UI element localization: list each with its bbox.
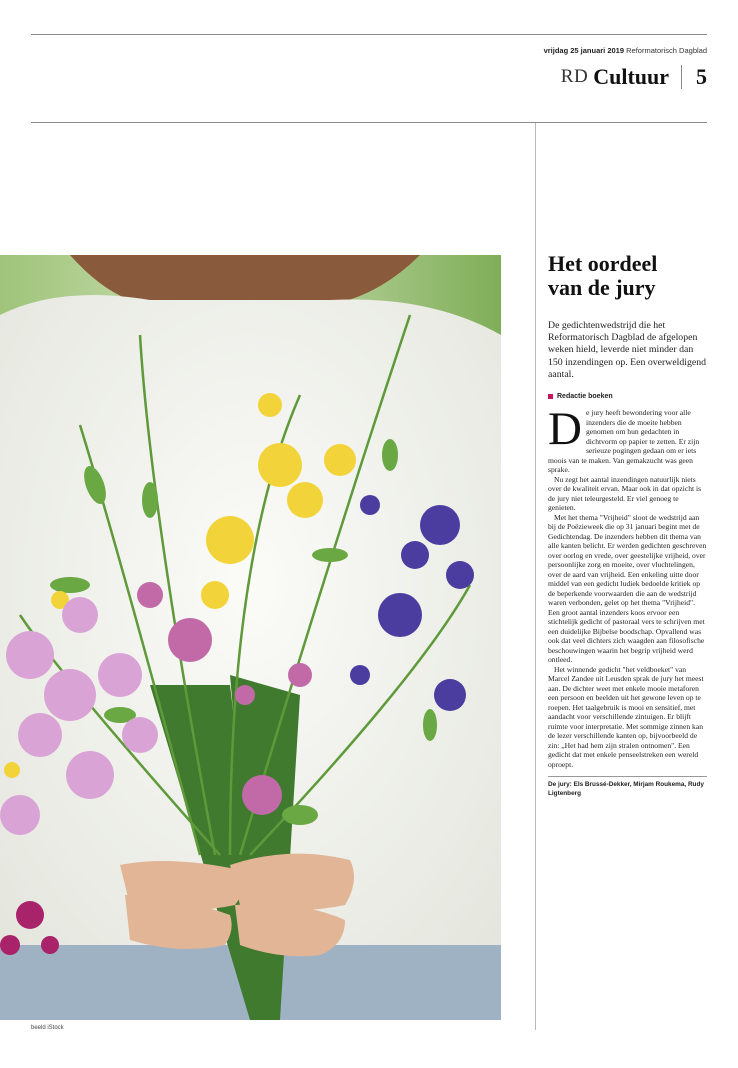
intro-text: De gedichtenwedstrijd die het Reformatorisch Dagblad de afgelopen weken hield, leverde niet minder dan 150 inzendingen op. Een overweldigend aantal. xyxy=(548,320,707,380)
page-number: 5 xyxy=(696,64,707,89)
paper-name: Reformatorisch Dagblad xyxy=(626,46,707,55)
paragraph-1-text: e jury heeft bewondering voor alle inzenders die de moeite hebben genomen om hun gedachten in dichtvorm op papier te zetten. Er zijn serieuze pogingen gedaan om er iets moois van te maken. Van gemakzucht was geen sprake. xyxy=(548,408,700,475)
paragraph-4: Het winnende gedicht "het veldboeket" van Marcel Zandee uit Leusden sprak de jury het meest aan. De dichter weet met enkele mooie metaforen een persoon en beelden uit het gewone leven op te roepen. Het taalgebruik is mooi en sensitief, met aandacht voor verschillende zintuigen. Er blijft ruimte voor interpretatie. Met sommige zinnen kan de lezer verschillende kanten op, bijvoorbeeld de zin: „Het had hem zijn stralen ontnomen". Een gedicht dat met enkele penseelstreken een wereld oproept. xyxy=(548,664,704,769)
brand-logo: RD xyxy=(560,66,589,87)
bouquet-photo xyxy=(0,255,501,1020)
paragraph-1 xyxy=(548,403,707,475)
headline xyxy=(548,252,707,300)
issue-date: vrijdag 25 januari 2019 xyxy=(543,46,625,55)
drop-cap: D xyxy=(548,403,582,456)
article xyxy=(548,252,707,798)
masthead xyxy=(544,46,707,55)
section-header xyxy=(561,62,707,92)
top-rule xyxy=(31,34,707,35)
paragraph-3: Met het thema "Vrijheid" sloot de wedstrijd aan bij de Poëzieweek die op 31 januari begint met de Gedichtendag. De inzenders hebben dit thema van alle kanten belicht. Er werden gedichten geschreven over oorlog en vrede, over geestelijke vrijheid, over persoonlijke zorg en moeite, over vluchtelingen, over de aard van vrijheid. Een enkeling uitte door middel van een gedicht ludiek bedoelde kritiek op de beperkende voorwaarden die aan de wedstrijd waren verbonden, gelet op het thema "Vrijheid". Een groot aantal inzenders koos ervoor een stichtelijk gedicht of pastoraal vers te schrijven met een duidelijke Bijbelse boodschap. Opvallend was ook dat veel dichters zich waagden aan filosofische beschouwingen waarin het begrip vrijheid werd ontleed. xyxy=(548,512,707,665)
paragraph-2: Nu zegt het aantal inzendingen natuurlijk niets over de kwaliteit ervan. Maar ook in dat opzicht is de jury niet teleurgesteld. Er viel genoeg te genieten. xyxy=(548,474,702,513)
photo-credit: beeld iStock xyxy=(31,1025,64,1031)
jury-credit: De jury: Els Brussé-Dekker, Mirjam Roukema, Rudy Ligtenberg xyxy=(548,781,704,798)
header-rule xyxy=(31,122,707,123)
header-divider xyxy=(681,65,682,89)
byline-text: Redactie boeken xyxy=(557,393,613,401)
headline-line-1: Het oordeel xyxy=(548,251,658,276)
section-name: Cultuur xyxy=(593,64,669,89)
byline-marker-icon xyxy=(548,394,553,399)
article-body xyxy=(548,403,707,769)
column-rule xyxy=(535,123,536,1030)
byline xyxy=(548,393,707,400)
jury-divider xyxy=(548,776,707,777)
headline-line-2: van de jury xyxy=(548,275,656,300)
